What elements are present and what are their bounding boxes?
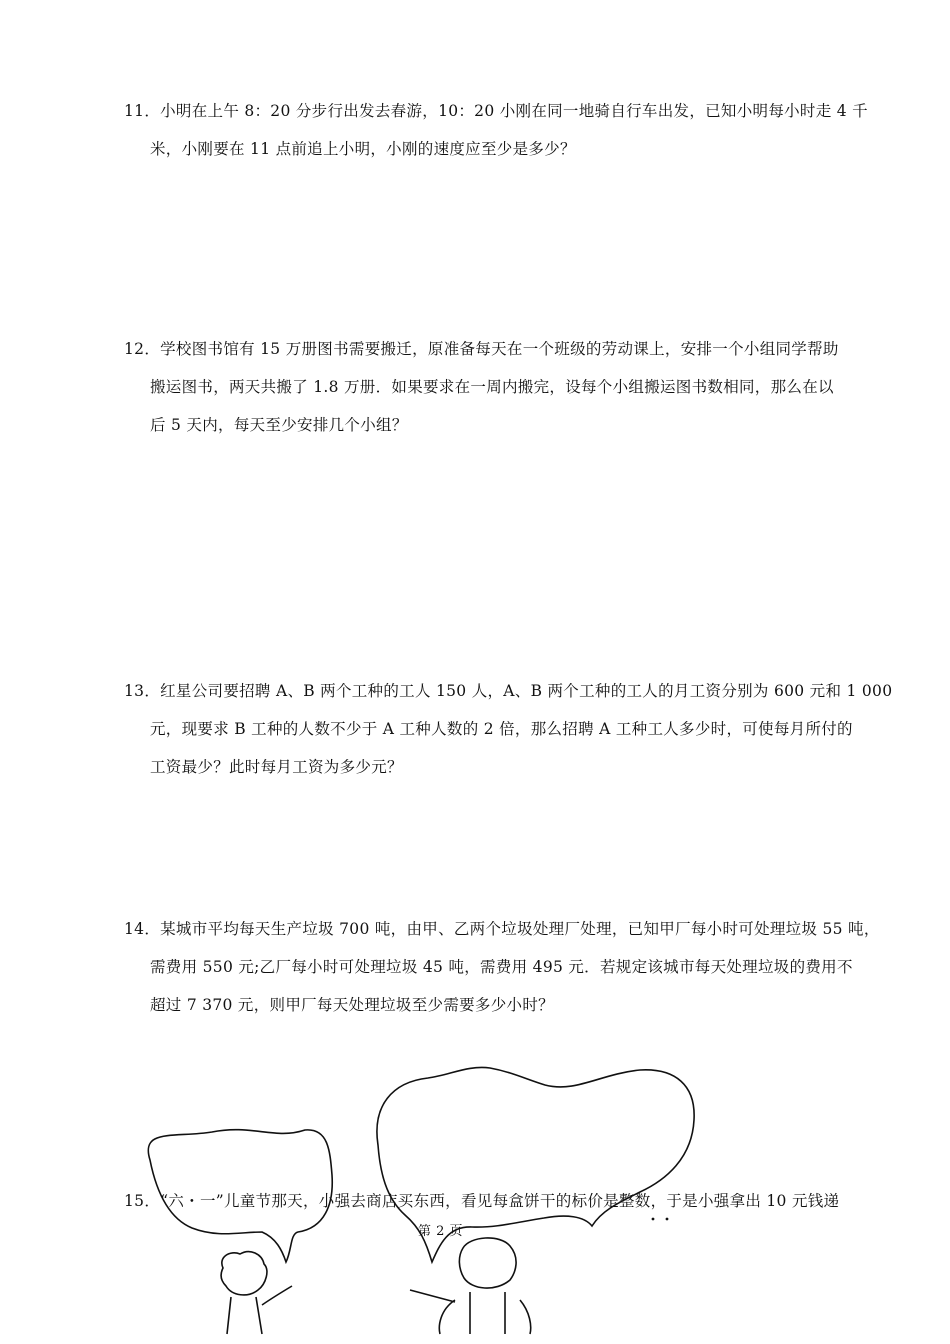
question-line: 米，小刚要在 11 点前追上小明，小刚的速度应至少是多少？ xyxy=(150,140,576,158)
boy-figure xyxy=(221,1252,292,1334)
girl-figure xyxy=(410,1238,531,1334)
question-line: 15．“六・一”儿童节那天，小强去商店买东西，看见每盒饼干的标价是整数，于是小强拿出 10 元钱递 xyxy=(124,1192,840,1210)
question-line: 超过 7 370 元，则甲厂每天处理垃圾至少需要多少小时？ xyxy=(150,996,554,1014)
question-line: 11．小明在上午 8：20 分步行出发去春游，10：20 小刚在同一地骑自行车出发，已知小明每小时走 4 千 xyxy=(124,102,868,120)
question-14 xyxy=(124,910,880,1024)
question-line: 12．学校图书馆有 15 万册图书需要搬迁，原准备每天在一个班级的劳动课上，安排一个小组同学帮助 xyxy=(124,340,839,358)
question-13 xyxy=(124,672,893,786)
page-footer: 第 2 页 xyxy=(418,1224,464,1239)
question-line: 13．红星公司要招聘 A、B 两个工种的工人 150 人，A、B 两个工种的工人的月工资分别为 600 元和 1 000 xyxy=(124,682,893,700)
question-11 xyxy=(124,92,868,168)
question-15 xyxy=(124,1182,864,1220)
question-line: 元，现要求 B 工种的人数不少于 A 工种人数的 2 倍，那么招聘 A 工种工人多少时，可使每月所付的 xyxy=(150,720,853,738)
question-line: 工资最少？此时每月工资为多少元？ xyxy=(150,758,403,776)
question-line: 14．某城市平均每天生产垃圾 700 吨，由甲、乙两个垃圾处理厂处理，已知甲厂每小时可处理垃圾 55 吨， xyxy=(124,920,880,938)
question-line: 搬运图书，两天共搬了 1.8 万册．如果要求在一周内搬完，设每个小组搬运图书数相同，那么在以 xyxy=(150,378,834,396)
question-line: 需费用 550 元;乙厂每小时可处理垃圾 45 吨，需费用 495 元．若规定该城市每天处理垃圾的费用不 xyxy=(150,958,853,976)
question-12 xyxy=(124,330,864,444)
question-line: 后 5 天内，每天至少安排几个小组？ xyxy=(150,416,408,434)
